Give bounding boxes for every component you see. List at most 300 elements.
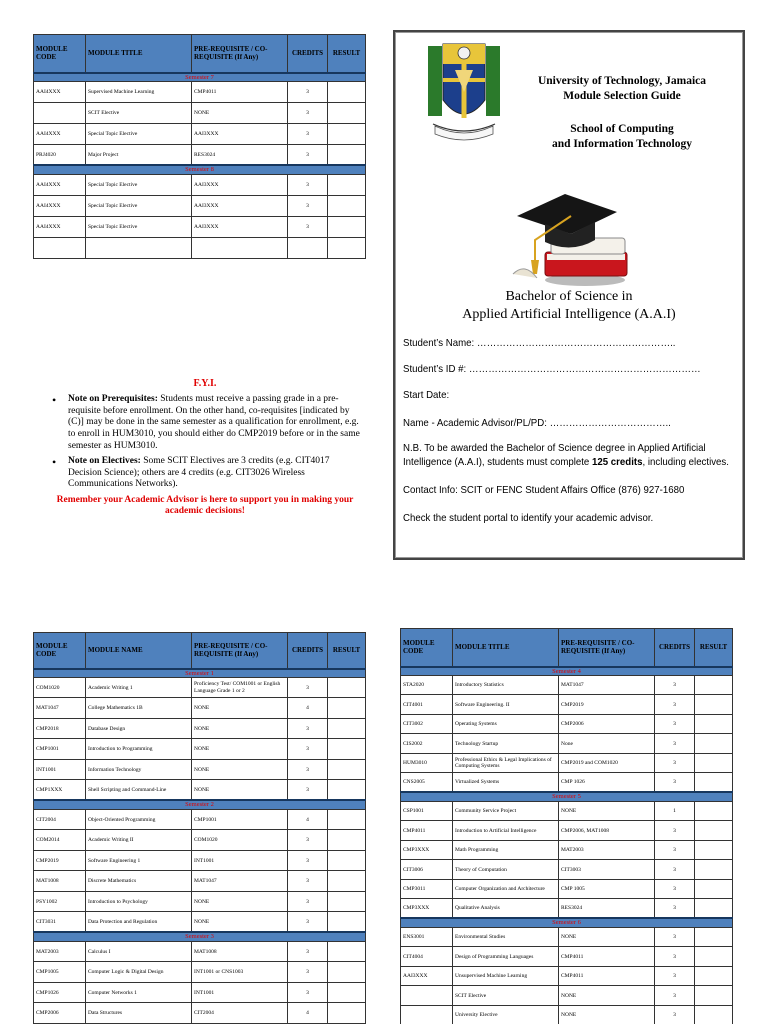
result-cell[interactable] (328, 698, 366, 719)
module-code-cell: CMP2019 (34, 850, 86, 871)
school-name-line2: and Information Technology (552, 137, 692, 150)
prerequisite-cell: CMP4011 (559, 966, 655, 986)
module-code-cell: MAT2003 (34, 941, 86, 962)
header-credits: CREDITS (288, 633, 328, 669)
module-row (401, 899, 733, 919)
module-row (401, 860, 733, 880)
credits-cell: 3 (288, 216, 328, 237)
credits-cell: 3 (655, 860, 695, 880)
result-cell[interactable] (328, 195, 366, 216)
module-row (401, 714, 733, 734)
module-title-cell (86, 237, 192, 258)
module-code-cell: CIT3006 (401, 860, 453, 880)
module-code-cell (34, 102, 86, 123)
credits-cell: 3 (288, 174, 328, 195)
prerequisite-cell: AAI3XXX (192, 174, 288, 195)
prerequisite-cell: MAT2003 (559, 840, 655, 860)
module-title-cell: Unsupervised Machine Learning (453, 966, 559, 986)
module-row (34, 195, 366, 216)
nb-text-start: N.B. To be awarded the Bachelor of Science degree in Applied Artificial Intelligence (A.A.I), students must complete (403, 442, 706, 468)
result-cell[interactable] (328, 830, 366, 851)
degree-line2: Applied Artificial Intelligence (A.A.I) (462, 307, 676, 323)
result-cell[interactable] (695, 753, 733, 773)
semester-header-row (34, 669, 366, 678)
module-title-cell: Math Programming (453, 840, 559, 860)
header-module-name: MODULE NAME (86, 633, 192, 669)
module-title-cell: Introduction to Artificial Intelligence (453, 821, 559, 841)
module-title-cell: Virtualized Systems (453, 773, 559, 793)
credits-cell: 3 (288, 912, 328, 933)
module-row (401, 821, 733, 841)
fyi-title: F.Y.I. (193, 378, 217, 389)
module-code-cell: COM1020 (34, 677, 86, 698)
semester-label: Semester 4 (401, 667, 733, 676)
module-title-cell: Object-Oriented Programming (86, 809, 192, 830)
credits-cell: 3 (288, 759, 328, 780)
module-row (401, 927, 733, 947)
credits-cell: 3 (655, 714, 695, 734)
module-title-cell: Professional Ethics & Legal Implications of Computing Systems (453, 753, 559, 773)
prerequisite-cell: MAT1047 (559, 675, 655, 695)
portal-note: Check the student portal to identify your academic advisor. (403, 511, 654, 524)
credits-cell: 3 (655, 753, 695, 773)
note-electives-text: Some SCIT Electives are 3 credits (e.g. CIT4017 Decision Science); others are 4 credits (e.g. CIT3026 Wireless Communications Networks). (68, 456, 330, 490)
result-cell[interactable] (328, 962, 366, 983)
cover-notes (403, 442, 736, 525)
credits-cell: 3 (655, 695, 695, 715)
semester-header-row (34, 800, 366, 809)
module-title-cell: SCIT Elective (453, 986, 559, 1006)
module-table-semesters-7-8 (33, 34, 366, 259)
result-cell[interactable] (695, 879, 733, 899)
module-title-cell: Design of Programming Languages (453, 947, 559, 967)
prerequisite-cell: AAI3XXX (192, 123, 288, 144)
note-prerequisites-text: Students must receive a passing grade in a pre-requisite before enrollment. On the other hand, co-requisites [indicated by (C)] may be done in the same semester as a qualification for enrollment, e.g. to enroll in HUM3010, you should either do CMP2019 before or in the same semester as HUM3010. (68, 394, 360, 451)
module-row (401, 947, 733, 967)
prerequisite-cell: AAI3XXX (192, 216, 288, 237)
prerequisite-cell: INT1001 or CNS1003 (192, 962, 288, 983)
note-electives-label: Note on Electives: (68, 456, 141, 467)
credits-cell: 3 (655, 734, 695, 754)
prerequisite-cell (192, 237, 288, 258)
school-name-line1: School of Computing (570, 123, 674, 135)
result-cell[interactable] (695, 695, 733, 715)
result-cell[interactable] (328, 780, 366, 801)
credits-cell: 3 (288, 830, 328, 851)
module-row (34, 677, 366, 698)
credits-cell: 3 (655, 966, 695, 986)
result-cell[interactable] (328, 237, 366, 258)
credits-cell: 3 (288, 982, 328, 1003)
semester-label: Semester 7 (34, 73, 366, 82)
prerequisite-cell: NONE (192, 739, 288, 760)
degree-line1: Bachelor of Science in (505, 289, 633, 304)
prerequisite-cell: CIT3003 (559, 860, 655, 880)
prerequisite-cell: NONE (192, 780, 288, 801)
credits-requirement-note (403, 442, 736, 470)
credits-cell: 3 (655, 927, 695, 947)
prerequisite-cell: CMP2006 (559, 714, 655, 734)
module-row (34, 850, 366, 871)
module-title-cell: Special Topic Elective (86, 123, 192, 144)
result-cell[interactable] (328, 81, 366, 102)
result-cell[interactable] (328, 941, 366, 962)
header-module-title: MODULE TITLE (453, 629, 559, 667)
module-row (34, 216, 366, 237)
module-row (34, 739, 366, 760)
module-row (34, 830, 366, 851)
module-title-cell: Computer Logic & Digital Design (86, 962, 192, 983)
university-name: University of Technology, Jamaica (537, 75, 707, 87)
prerequisite-cell: MAT1047 (192, 871, 288, 892)
prerequisite-cell: CIT2004 (192, 1003, 288, 1024)
prerequisite-cell: NONE (559, 1005, 655, 1024)
module-title-cell: Supervised Machine Learning (86, 81, 192, 102)
module-row (34, 871, 366, 892)
student-name-field[interactable]: Student’s Name: …………………………………………………….. (403, 337, 676, 349)
credits-cell: 3 (288, 81, 328, 102)
module-title-cell: Introduction to Psychology (86, 891, 192, 912)
prerequisite-cell: NONE (192, 759, 288, 780)
prerequisite-cell: INT1001 (192, 982, 288, 1003)
school-heading (507, 122, 737, 152)
module-title-cell: University Elective (453, 1005, 559, 1024)
module-code-cell: CMP1026 (34, 982, 86, 1003)
result-cell[interactable] (328, 144, 366, 165)
fyi-notes (50, 378, 360, 518)
prerequisite-cell: CMP4011 (559, 947, 655, 967)
credits-cell: 3 (655, 773, 695, 793)
credits-cell: 3 (288, 850, 328, 871)
credits-cell: 1 (655, 801, 695, 821)
semester-label: Semester 5 (401, 792, 733, 801)
module-table-semesters-1-3 (33, 632, 366, 1024)
credits-cell: 3 (288, 718, 328, 739)
header-result: RESULT (695, 629, 733, 667)
module-title-cell: Environmental Studies (453, 927, 559, 947)
prerequisite-cell: RES3024 (559, 899, 655, 919)
module-code-cell: AAI4XXX (34, 81, 86, 102)
module-code-cell: CMP1005 (34, 962, 86, 983)
module-row (34, 123, 366, 144)
semester-header-row (401, 918, 733, 927)
header-prerequisite: PRE-REQUISITE / CO-REQUISITE (If Any) (192, 35, 288, 73)
module-code-cell: HUM3010 (401, 753, 453, 773)
module-code-cell: MAT1047 (34, 698, 86, 719)
module-row (34, 982, 366, 1003)
module-row (34, 1003, 366, 1024)
result-cell[interactable] (328, 123, 366, 144)
prerequisite-cell: RES3024 (192, 144, 288, 165)
module-code-cell: CIS2002 (401, 734, 453, 754)
result-cell[interactable] (328, 216, 366, 237)
credits-cell: 3 (655, 947, 695, 967)
module-code-cell: CIT4001 (401, 695, 453, 715)
result-cell[interactable] (328, 871, 366, 892)
graduation-cap-books-image (505, 182, 635, 292)
prerequisite-cell: CMP2019 and COM1020 (559, 753, 655, 773)
module-title-cell: Operating Systems (453, 714, 559, 734)
credits-cell: 3 (288, 123, 328, 144)
credits-cell: 3 (655, 986, 695, 1006)
result-cell[interactable] (695, 714, 733, 734)
credits-cell: 3 (288, 195, 328, 216)
result-cell[interactable] (695, 899, 733, 919)
credits-cell: 3 (288, 739, 328, 760)
module-title-cell: College Mathematics 1B (86, 698, 192, 719)
prerequisite-cell: CMP2019 (559, 695, 655, 715)
module-row (401, 1005, 733, 1024)
module-code-cell: PRJ4020 (34, 144, 86, 165)
credits-cell: 3 (288, 962, 328, 983)
credits-cell: 4 (288, 1003, 328, 1024)
prerequisite-cell: NONE (192, 891, 288, 912)
result-cell[interactable] (695, 947, 733, 967)
result-cell[interactable] (695, 801, 733, 821)
module-code-cell: CIT2004 (34, 809, 86, 830)
module-code-cell: PSY1002 (34, 891, 86, 912)
header-module-code: MODULE CODE (401, 629, 453, 667)
prerequisite-cell: CMP1001 (192, 809, 288, 830)
module-code-cell: CIT3031 (34, 912, 86, 933)
header-credits: CREDITS (655, 629, 695, 667)
module-title-cell: Technology Startup (453, 734, 559, 754)
module-row (401, 986, 733, 1006)
result-cell[interactable] (328, 891, 366, 912)
result-cell[interactable] (695, 927, 733, 947)
module-row (401, 695, 733, 715)
prerequisite-cell: NONE (192, 718, 288, 739)
guide-title: Module Selection Guide (563, 89, 681, 102)
module-code-cell: AAI4XXX (34, 195, 86, 216)
module-code-cell: CMP2018 (34, 718, 86, 739)
credits-cell: 3 (288, 871, 328, 892)
module-row (401, 773, 733, 793)
result-cell[interactable] (328, 912, 366, 933)
note-prerequisites-label: Note on Prerequisites: (68, 394, 158, 405)
module-code-cell: CMP3XXX (401, 840, 453, 860)
credits-cell: 3 (288, 780, 328, 801)
prerequisite-cell: NONE (192, 912, 288, 933)
module-title-cell: Special Topic Elective (86, 195, 192, 216)
prerequisite-cell: CMP4011 (192, 81, 288, 102)
module-title-cell: Calculus I (86, 941, 192, 962)
header-result: RESULT (328, 35, 366, 73)
utech-crest-logo (425, 40, 503, 144)
prerequisite-cell: NONE (192, 698, 288, 719)
module-code-cell (34, 237, 86, 258)
module-code-cell: CMP1001 (34, 739, 86, 760)
module-title-cell: Special Topic Elective (86, 174, 192, 195)
module-row (34, 718, 366, 739)
nb-text-end: , including electives. (642, 455, 729, 468)
result-cell[interactable] (328, 174, 366, 195)
prerequisite-cell: NONE (559, 927, 655, 947)
module-title-cell: Computer Networks 1 (86, 982, 192, 1003)
result-cell[interactable] (695, 966, 733, 986)
result-cell[interactable] (695, 734, 733, 754)
module-code-cell: CMP3011 (401, 879, 453, 899)
module-title-cell: Computer Organization and Architecture (453, 879, 559, 899)
credits-cell (288, 237, 328, 258)
module-title-cell: Shell Scripting and Command-Line (86, 780, 192, 801)
start-date-field[interactable]: Start Date: (403, 389, 450, 401)
module-row (401, 753, 733, 773)
module-row (34, 698, 366, 719)
module-row (401, 675, 733, 695)
module-code-cell: CSP1001 (401, 801, 453, 821)
header-result: RESULT (328, 633, 366, 669)
module-code-cell (401, 986, 453, 1006)
header-prerequisite: PRE-REQUISITE / CO-REQUISITE (If Any) (192, 633, 288, 669)
module-row (401, 734, 733, 754)
prerequisite-cell: NONE (192, 102, 288, 123)
result-cell[interactable] (328, 677, 366, 698)
module-code-cell: CMP4011 (401, 821, 453, 841)
prerequisite-cell: CMP 1026 (559, 773, 655, 793)
module-code-cell: CMP2006 (34, 1003, 86, 1024)
prerequisite-cell: CMP 1005 (559, 879, 655, 899)
result-cell[interactable] (695, 840, 733, 860)
module-title-cell: Introduction to Programming (86, 739, 192, 760)
note-prerequisites (50, 394, 360, 452)
result-cell[interactable] (328, 850, 366, 871)
module-code-cell: AAI4XXX (34, 216, 86, 237)
nb-credits-bold: 125 credits (592, 455, 643, 468)
module-code-cell (401, 1005, 453, 1024)
semester-header-row (34, 165, 366, 174)
credits-cell: 3 (655, 675, 695, 695)
module-code-cell: ENS3001 (401, 927, 453, 947)
header-prerequisite: PRE-REQUISITE / CO-REQUISITE (If Any) (559, 629, 655, 667)
result-cell[interactable] (695, 773, 733, 793)
module-title-cell: Special Topic Elective (86, 216, 192, 237)
prerequisite-cell: NONE (559, 801, 655, 821)
module-row (34, 174, 366, 195)
result-cell[interactable] (328, 1003, 366, 1024)
module-row (34, 759, 366, 780)
module-row (401, 879, 733, 899)
module-code-cell: INT1001 (34, 759, 86, 780)
module-row (34, 962, 366, 983)
module-title-cell: Data Structures (86, 1003, 192, 1024)
module-code-cell: CMP3XXX (401, 899, 453, 919)
result-cell[interactable] (328, 102, 366, 123)
module-title-cell: Information Technology (86, 759, 192, 780)
result-cell[interactable] (328, 809, 366, 830)
header-module-code: MODULE CODE (34, 35, 86, 73)
semester-label: Semester 8 (34, 165, 366, 174)
module-code-cell: CNS2005 (401, 773, 453, 793)
module-row (34, 809, 366, 830)
credits-cell: 3 (288, 144, 328, 165)
module-row (34, 102, 366, 123)
contact-info: Contact Info: SCIT or FENC Student Affairs Office (876) 927-1680 (403, 483, 685, 496)
module-title-cell: Introductory Statistics (453, 675, 559, 695)
module-title-cell: Community Service Project (453, 801, 559, 821)
credits-cell: 3 (288, 941, 328, 962)
module-title-cell: SCIT Elective (86, 102, 192, 123)
result-cell[interactable] (695, 821, 733, 841)
module-row (34, 941, 366, 962)
module-row (34, 237, 366, 258)
module-code-cell: STA2020 (401, 675, 453, 695)
result-cell[interactable] (695, 675, 733, 695)
module-title-cell: Software Engineering. II (453, 695, 559, 715)
header-module-title: MODULE TITLE (86, 35, 192, 73)
result-cell[interactable] (695, 986, 733, 1006)
module-title-cell: Theory of Computation (453, 860, 559, 880)
result-cell[interactable] (328, 759, 366, 780)
credits-cell: 3 (655, 899, 695, 919)
credits-cell: 3 (655, 840, 695, 860)
semester-header-row (34, 932, 366, 941)
module-code-cell: AAI4XXX (34, 123, 86, 144)
module-row (34, 780, 366, 801)
prerequisite-cell: NONE (559, 986, 655, 1006)
credits-cell: 4 (288, 809, 328, 830)
semester-label: Semester 3 (34, 932, 366, 941)
degree-heading (395, 288, 743, 324)
credits-cell: 3 (288, 677, 328, 698)
module-row (34, 912, 366, 933)
module-title-cell: Academic Writing II (86, 830, 192, 851)
prerequisite-cell: INT1001 (192, 850, 288, 871)
module-code-cell: CIT3002 (401, 714, 453, 734)
module-row (401, 801, 733, 821)
module-row (34, 891, 366, 912)
credits-cell: 3 (288, 102, 328, 123)
cover-panel (393, 30, 745, 560)
prerequisite-cell: COM1020 (192, 830, 288, 851)
module-title-cell: Discrete Mathematics (86, 871, 192, 892)
prerequisite-cell: AAI3XXX (192, 195, 288, 216)
academic-advisor-field[interactable]: Name - Academic Advisor/PL/PD: ……………………………….. (403, 417, 671, 429)
student-id-field[interactable]: Student’s ID #: ……………………………………………………………… (403, 363, 701, 375)
module-title-cell: Data Protection and Regulation (86, 912, 192, 933)
result-cell[interactable] (695, 1005, 733, 1024)
semester-header-row (34, 73, 366, 82)
result-cell[interactable] (328, 718, 366, 739)
advisor-reminder: Remember your Academic Advisor is here to support you in making your academic decisions! (56, 494, 354, 517)
result-cell[interactable] (328, 982, 366, 1003)
prerequisite-cell: None (559, 734, 655, 754)
module-title-cell: Software Engineering 1 (86, 850, 192, 871)
module-table-semesters-4-6 (400, 628, 733, 1024)
module-title-cell: Database Design (86, 718, 192, 739)
credits-cell: 3 (655, 821, 695, 841)
module-code-cell: AAI4XXX (34, 174, 86, 195)
header-credits: CREDITS (288, 35, 328, 73)
header-module-code: MODULE CODE (34, 633, 86, 669)
module-code-cell: AAI3XXX (401, 966, 453, 986)
credits-cell: 3 (655, 1005, 695, 1024)
module-title-cell: Major Project (86, 144, 192, 165)
module-title-cell: Qualitative Analysis (453, 899, 559, 919)
credits-cell: 3 (655, 879, 695, 899)
result-cell[interactable] (695, 860, 733, 880)
module-code-cell: CIT4004 (401, 947, 453, 967)
credits-cell: 4 (288, 698, 328, 719)
result-cell[interactable] (328, 739, 366, 760)
prerequisite-cell: Proficiency Test/ COM1001 or English Language Grade 1 or 2 (192, 677, 288, 698)
module-code-cell: COM2014 (34, 830, 86, 851)
university-heading (507, 74, 737, 104)
module-row (401, 966, 733, 986)
semester-label: Semester 6 (401, 918, 733, 927)
module-code-cell: CMP1XXX (34, 780, 86, 801)
module-row (34, 81, 366, 102)
